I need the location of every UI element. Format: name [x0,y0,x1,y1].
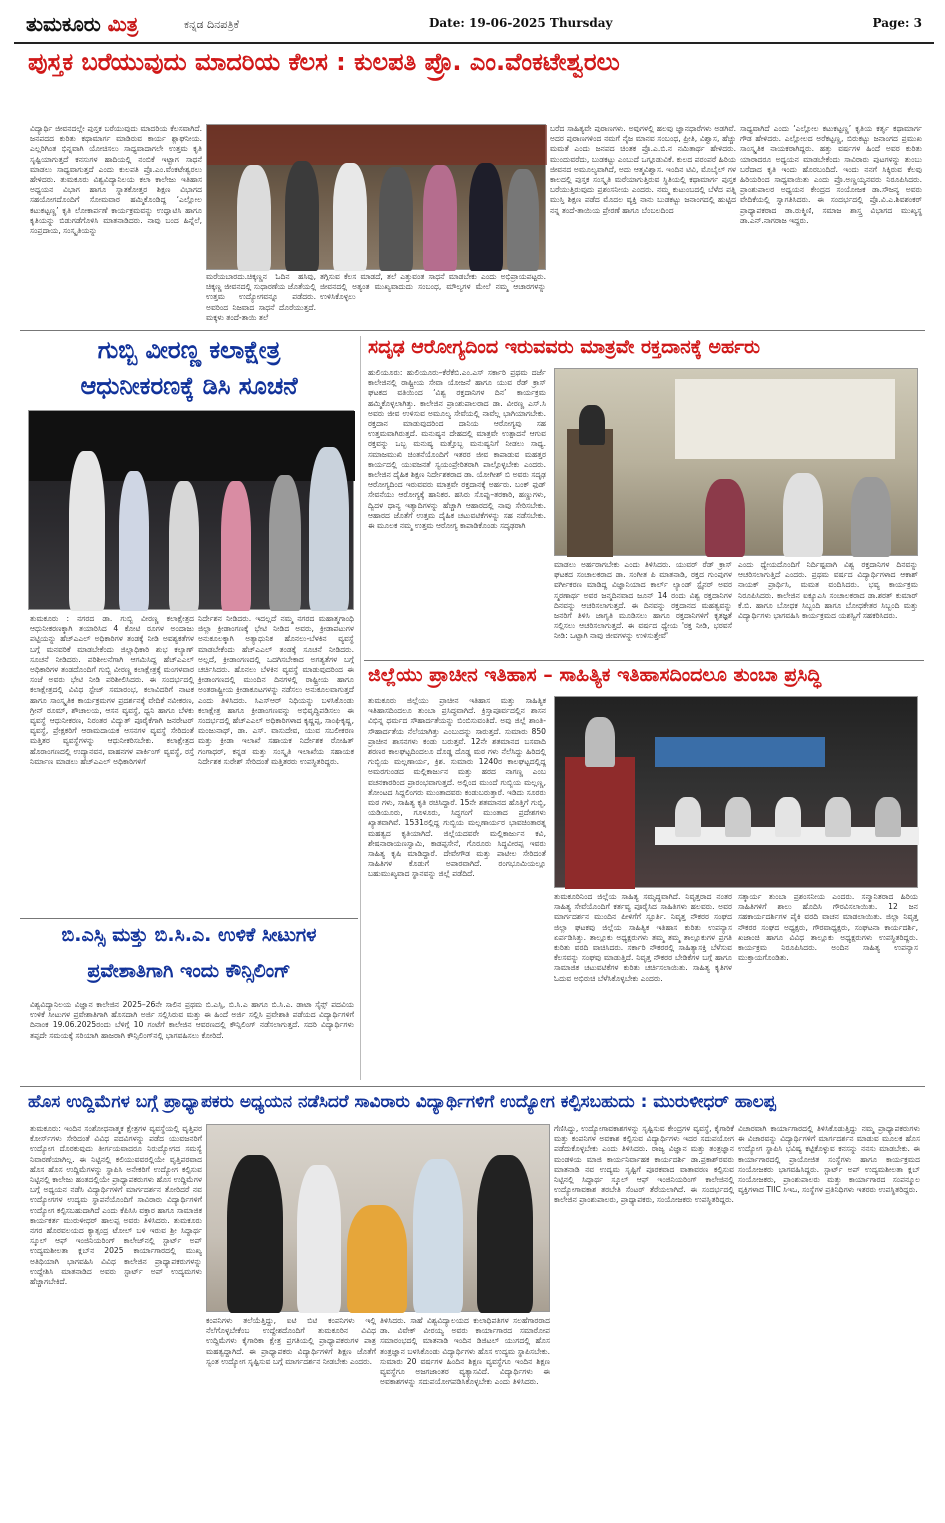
story5-headline-line1: ಬಿ.ಎಸ್ಸಿ ಮತ್ತು ಬಿ.ಸಿ.ಎ. ಉಳಿಕೆ ಸೀಟುಗಳ [61,924,317,946]
story6-column-3: ತಿಳಿಸಿದರು. ಸಾಹೆ ವಿಶ್ವವಿದ್ಯಾಲಯದ ಕುಲಾಧಿಪತಿಗಳ ಸಲಹೆಗಾರರಾದ ಡಾ. ವಿವೇಕ್ ವೀರಯ್ಯ ಅವರು ಕಾರ್ಯಾಗಾರದ ಸಮಾರೋಪ ಸಮಾರಂಭದಲ್ಲಿ ಮಾತನಾಡಿ ಇಂದಿನ ಡಿಜಿಟಲ್ ಯುಗದಲ್ಲಿ ಹೊಸ ತಂತ್ರಜ್ಞಾನ ಬಳಸಿಕೊಂಡು ವಿದ್ಯಾರ್ಥಿಗಳು ಹೊಸ ಉದ್ಯಮ ಸ್ಥಾಪಿಸಬೇಕು. ಸುಮಾರು 20 ವರ್ಷಗಳ ಹಿಂದಿನ ಶಿಕ್ಷಣ ವ್ಯವಸ್ಥೆಗೂ ಇಂದಿನ ಶಿಕ್ಷಣ ವ್ಯವಸ್ಥೆಗೂ ಅಜಗಜಾಂತರ ವ್ಯತ್ಯಾಸವಿದೆ. ವಿದ್ಯಾರ್ಥಿಗಳು ಈ ಅವಕಾಶಗಳನ್ನು ಸದುಪಯೋಗಪಡಿಸಿಕೊಳ್ಳಬೇಕು ಎಂದು ತಿಳಿಸಿದರು. [380,1316,550,1387]
story2-column-1: ತುಮಕೂರು : ನಗರದ ಡಾ. ಗುಬ್ಬಿ ವೀರಣ್ಣ ಕಲಾಕ್ಷೇತ್ರದ ಆಧುನೀಕರಣಕ್ಕಾಗಿ ತಯಾರಿಸಿದ 4 ಕೋಟಿ ರೂಗಳ ಅಂದಾಜು ಪಟ್ಟಿಯನ್ನು ಹೆಚ್‌ಎಎಲ್ ಅಧಿಕಾರಿಗಳ ತಂಡಕ್ಕೆ ನೀಡಿ ಅವಶ್ಯಕತೆಗಳ ಬಗ್ಗೆ ಮನವರಿಕೆ ಮಾಡಬೇಕೆಂದು ಜಿಲ್ಲಾಧಿಕಾರಿ ಶುಭ ಕಲ್ಯಾಣ್ ಸೂಚನೆ ನೀಡಿದರು. ಪರಿಶೀಲನೆಗಾಗಿ ಆಗಮಿಸಿದ್ದ ಹೆಚ್‌ಎಎಲ್ ಅಧಿಕಾರಿಗಳ ತಂಡದೊಂದಿಗೆ ಗುಬ್ಬಿ ವೀರಣ್ಣ ಕಲಾಕ್ಷೇತ್ರಕ್ಕೆ ಮಂಗಳವಾರ ಸಂಜೆ ಅವರು ಭೇಟಿ ನೀಡಿ ಪರಿಶೀಲಿಸಿದರು. ಈ ಸಂದರ್ಭದಲ್ಲಿ ಕಲಾಕ್ಷೇತ್ರದಲ್ಲಿ ವಿವಿಧ ಸ್ಟೇಜ್ ಸಮಾರಂಭ, ಕಲಾವಿದರಿಗೆ ನಾಟಕ ಹಾಗೂ ಸಾಂಸ್ಕೃತಿಕ ಕಾರ್ಯಕ್ರಮಗಳ ಪ್ರದರ್ಶನಕ್ಕೆ ವೇದಿಕೆ ನವೀಕರಣ, ಗ್ರೀನ್ ರೂಮ್, ಶೌಚಾಲಯ, ಆಸನ ವ್ಯವಸ್ಥೆ, ಧ್ವನಿ ಹಾಗೂ ಬೆಳಕು ವ್ಯವಸ್ಥೆ ಆಧುನೀಕರಣ, ನಿರಂತರ ವಿದ್ಯುತ್ ಪೂರೈಕೆಗಾಗಿ ಜನರೇಟರ್ ವ್ಯವಸ್ಥೆ, ಪ್ರೇಕ್ಷಕರಿಗೆ ಆರಾಮದಾಯಕ ಆಸನಗಳ ವ್ಯವಸ್ಥೆ ಸೇರಿದಂತೆ ಮತ್ತಿತರ ವ್ಯವಸ್ಥೆಗಳನ್ನು ಆಧುನೀಕರಿಸಬೇಕು. ಕಲಾಕ್ಷೇತ್ರದ ಹೊರಾಂಗಣದಲ್ಲಿ ಉದ್ಯಾನವನ, ವಾಹನಗಳ ಪಾರ್ಕಿಂಗ್ ವ್ಯವಸ್ಥೆ, ರಸ್ತೆ ನಿರ್ಮಾಣ ಮಾಡಲು ಹೆಚ್‌ಎಎಲ್ ಅಧಿಕಾರಿಗಳಿಗೆ [30,614,194,766]
story3-headline: ಸದೃಢ ಆರೋಗ್ಯದಿಂದ ಇರುವವರು ಮಾತ್ರವೇ ರಕ್ತದಾನಕ್ಕೆ ಅರ್ಹರು [368,336,761,358]
story6-column-1: ತುಮಕೂರು: ಇಂದಿನ ಸಂಶೋಧನಾತ್ಮಕ ಕ್ಷೇತ್ರಗಳ ವ್ಯವಸ್ಥೆಯಲ್ಲಿ ವೃತ್ತಿಪರ ಕೋರ್ಸ್‌ಗಳು ಸೇರಿದಂತೆ ವಿವಿಧ ಪದವಿಗಳನ್ನು ಪಡೆದ ಯುವಜನರಿಗೆ ಉದ್ಯೋಗ ದೊರಕುವುದು ತೀರ್ಗಯವಾದರೂ ನಿರುದ್ಯೋಗದ ಸಮಸ್ಯೆ ನಿವಾರಣೆಯಾಗಿಲ್ಲ. ಈ ನಿಟ್ಟಿನಲ್ಲಿ ಕಲಿಯುವವರಲ್ಲಿಯೇ ವೃತ್ತಿಪರವಾದ ಹೊಸ ಹೊಸ ಉದ್ದಿಮೆಗಳನ್ನು ಸ್ಥಾಪಿಸಿ ಅನೇಕರಿಗೆ ಉದ್ಯೋಗ ಕಲ್ಪಿಸುವ ನಿಟ್ಟಿನಲ್ಲಿ ಕಾಲೇಜು ಹಂತದಲ್ಲಿಯೇ ಪ್ರಾಧ್ಯಾಪಕರುಗಳು ಹೊಸ ಉದ್ದಿಮೆಗಳ ಬಗ್ಗೆ ಅಧ್ಯಯನ ನಡೆಸಿ ವಿದ್ಯಾರ್ಥಿಗಳಿಗೆ ಮಾರ್ಗದರ್ಶನ ತೋರಿದರೆ ನವ ಉದ್ಯೋಗಗಳ ಉದ್ಯಮ ಸ್ಥಾಪನೆಯೊಂದಿಗೆ ಸಾವಿರಾರು ವಿದ್ಯಾರ್ಥಿಗಳಿಗೆ ಉದ್ಯೋಗ ಕಲ್ಪಿಸಬಹುದಾಗಿದೆ ಎಂದು ಕೆಪಿಸಿಸಿ ವಕ್ತಾರ ಹಾಗೂ ಸಾಮಾಜಿಕ ಕಾರ್ಯಕರ್ತ ಮುರುಳೀಧರ್ ಹಾಲಪ್ಪ ಅವರು ತಿಳಿಸಿದರು. ತುಮಕೂರು ನಗರ ಹೊರವಲಯದ ಕ್ಯಾತ್ಸಂದ್ರ ಟೋಲ್ ಬಳಿ ಇರುವ ಶ್ರೀ ಸಿದ್ಧಾರ್ಥ ಸ್ಕೂಲ್ ಆಫ್ ಇಂಜಿನಿಯರಿಂಗ್ ಕಾಲೇಜ್‌ನಲ್ಲಿ ಸ್ಟಾರ್ಟ್ ಅಪ್ ಉದ್ಯಮಶೀಲತಾ ಕ್ಲಬ್‌ನ 2025 ಕಾರ್ಯಾಗಾರದಲ್ಲಿ ಮುಖ್ಯ ಅತಿಥಿಯಾಗಿ ಭಾಗವಹಿಸಿ ವಿವಿಧ ಕಾಲೇಜಿನ ಪ್ರಾಧ್ಯಾಪಕರುಗಳನ್ನು ಉದ್ದೇಶಿಸಿ ಮಾತನಾಡಿದ ಅವರು ಸ್ಟಾರ್ಟ್ ಅಪ್ ಉದ್ಯಮಗಳು ಹೆಚ್ಚಾಗಬೇಕಿದೆ. [30,1124,202,1287]
story4-column-3: ಸತ್ಕಾರ್ಯ ತುಂಬಾ ಪ್ರಶಂಸನೀಯ ಎಂದರು. ಸನ್ಮಾನಿತರಾದ ಹಿರಿಯ ಸಾಹಿತಿಗಳಿಗೆ ಶಾಲು ಹೊದಿಸಿ ಗೌರವಿಸಲಾಯಿತು. 12 ಜನ ಸಹಕಾರ್ಯದರ್ಶಿಗಳ ಪೈಕಿ ವರದಿ ವಾಚನ ಮಾಡಲಾಯಿತು. ಜಿಲ್ಲಾ ನಿವೃತ್ತ ನೌಕರರ ಸಂಘದ ಅಧ್ಯಕ್ಷರು, ಗೌರವಾಧ್ಯಕ್ಷರು, ಸಂಘಟನಾ ಕಾರ್ಯದರ್ಶಿ, ಖಜಾಂಚಿ ಹಾಗೂ ವಿವಿಧ ತಾಲ್ಲೂಕು ಅಧ್ಯಕ್ಷರುಗಳು ಉಪಸ್ಥಿತರಿದ್ದರು. ಕಾರ್ಯಕ್ರಮ ನಿರೂಪಿಸಿದರು. ಅಂದಿನ ಸಾಹಿತ್ಯ ಉಪನ್ಯಾಸ ಮುಕ್ತಾಯಗೊಂಡಿತು. [738,892,918,963]
story3-column-2: ಮಾಡಲು ಅರ್ಹರಾಗಬೇಕು ಎಂದು ತಿಳಿಸಿದರು. ಯುವರ್ ರೆಡ್ ಕ್ರಾಸ್ ಘಟಕದ ಸಂಚಾಲಕರಾದ ಡಾ. ಸಂಗೀತ ಪಿ ಮಾತನಾಡಿ, ರಕ್ತದ ಗುಂಪುಗಳ ವರ್ಗೀಕರಣ ಮಾಡಿದ್ದ ವಿಜ್ಞಾನಿಯಾದ ಕಾರ್ಲ್ ಲ್ಯಾಂಡ್ ಸ್ಟೈನರ್ ಅವರ ಸ್ಮರಣಾರ್ಥ ಅವರ ಜನ್ಮದಿನವಾದ ಜೂನ್ 14 ರಂದು ವಿಶ್ವ ರಕ್ತದಾನಿಗಳ ದಿನವನ್ನು ಆಚರಿಸಲಾಗುತ್ತದೆ. ಈ ದಿನವನ್ನು ರಕ್ತದಾನದ ಮಹತ್ವವನ್ನು ಜನರಿಗೆ ತಿಳಿಸಿ ಜಾಗೃತಿ ಮೂಡಿಸಲು ಹಾಗೂ ರಕ್ತದಾನಿಗಳಿಗೆ ಕೃತಜ್ಞತೆ ಸಲ್ಲಿಸಲು ಆಚರಿಸಲಾಗುತ್ತದೆ. ಈ ವರ್ಷದ ಧ್ಯೇಯ 'ರಕ್ತ ನೀಡಿ, ಭರವಸೆ ನೀಡಿ: ಒಟ್ಟಾಗಿ ನಾವು ಜೀವಗಳನ್ನು ಉಳಿಸುತ್ತೇವೆ' [554,560,732,641]
story2-column-2: ನಿರ್ದೇಶನ ನೀಡಿದರು. ಇದಲ್ಲದೆ ನಮ್ಮ ನಗರದ ಮಹಾತ್ಮಗಾಂಧಿ ಜಿಲ್ಲಾ ಕ್ರೀಡಾಂಗಣಕ್ಕೆ ಭೇಟಿ ನೀಡಿದ ಅವರು, ಕ್ರೀಡಾಪಟುಗಳ ಅನುಕೂಲಕ್ಕಾಗಿ ಅತ್ಯಾಧುನಿಕ ಹೊನಲು-ಬೆಳಕಿನ ವ್ಯವಸ್ಥೆ ಮಾಡಬೇಕೆಂದು ಹೆಚ್‌ಎಎಲ್ ತಂಡಕ್ಕೆ ಸೂಚನೆ ನೀಡಿದರು. ಅಲ್ಲದೆ, ಕ್ರೀಡಾಂಗಣದಲ್ಲಿ ಒದಗಿಸಬೇಕಾದ ಅಗತ್ಯತೆಗಳ ಬಗ್ಗೆ ಚರ್ಚಿಸಿದರು. ಹೊನಲು ಬೆಳಕಿನ ವ್ಯವಸ್ಥೆ ಮಾಡುವುದರಿಂದ ಈ ಕ್ರೀಡಾಂಗಣದಲ್ಲಿ ಮುಂದಿನ ದಿನಗಳಲ್ಲಿ ರಾಷ್ಟ್ರೀಯ ಹಾಗೂ ಅಂತರಾಷ್ಟ್ರೀಯ ಕ್ರೀಡಾಕೂಟಗಳನ್ನು ನಡೆಸಲು ಅನುಕೂಲವಾಗುತ್ತದೆ ಎಂದು ತಿಳಿಸಿದರು. ಸಿಎಸ್‌ಆರ್ ನಿಧಿಯನ್ನು ಬಳಸಿಕೊಂಡು ಕಲಾಕ್ಷೇತ್ರ ಹಾಗೂ ಕ್ರೀಡಾಂಗಣವನ್ನು ಅಭಿವೃದ್ಧಿಪಡಿಸಲು ಈ ಸಂದರ್ಭದಲ್ಲಿ ಹೆಚ್‌ಎಎಲ್ ಅಧಿಕಾರಿಗಳಾದ ಕೃಷ್ಣಪ್ಪ, ಸಾಂಘಿಕೃಷ್ಣ, ಮಂಜುನಾಥ್, ಡಾ. ಎಸ್. ವಾಸುದೇವ, ಯುವ ಸಬಲೀಕರಣ ಮತ್ತು ಕ್ರೀಡಾ ಇಲಾಖೆ ಸಹಾಯಕ ನಿರ್ದೇಶಕ ರೋಹಿತ್ ಗಂಗಾಧರ್, ಕನ್ನಡ ಮತ್ತು ಸಂಸ್ಕೃತಿ ಇಲಾಖೆಯ ಸಹಾಯಕ ನಿರ್ದೇಶಕ ಸುರೇಶ್ ಸೇರಿದಂತೆ ಮತ್ತಿತರರು ಉಪಸ್ಥಿತರಿದ್ದರು. [198,614,354,766]
story1-column-5: ಸಾಧ್ಯವಾಗಿದೆ ಎಂದು ‘ಎಲ್ಲೋಲ ಕಟುಕಟ್ಟಣ್ಣ’ ಕೃತಿಯ ಕರ್ತೃ ಕಥಾಮಾರ್ಗ ಗೌಡ ಹೇಳಿದರು. ಎಲ್ಲೋಲದ ಅರೆಕಟ್ಟಣ್ಣ, ಬಿರುಕಟ್ಟು ಜನಾಂಗದ ಪ್ರಮುಖ ಸಾಂಸ್ಕೃತಿಕ ನಾಯಕರಾಗಿದ್ದರು. ಹತ್ತು ವರ್ಷಗಳ ಹಿಂದೆ ಅವರ ಕುರಿತು ಯಾರಾದರೂ ಅಧ್ಯಯನ ಮಾಡಬೇಕೆಂದು ಸಾವಿರಾರು ಪುಟಗಳನ್ನು ತುಂಬು ಬರೆದಾದ ಕೃತಿ ಇಂದು ಹೊರಬಂದಿದೆ. ಇಂದು ನನಗೆ ಸಿಕ್ಕಿರುವ ಕೆಲವು ಹಿರಿಯರಿಂದ ಸಾಧ್ಯವಾಯಿತು ಎಂದು ಪ್ರೊ.ಅಣ್ಣಯ್ಯನವರು ನಿರೂಪಿಸಿದರು. ಪ್ರಾಂಶುಪಾಲರ ಅಧ್ಯಯನ ಕೇಂದ್ರದ ಸಂಯೋಜಕ ಡಾ.ಸೌಜನ್ಯ ಅವರು ವೇದಿಕೆಯಲ್ಲಿ ಸ್ವಾಗತಿಸಿದರು. ಈ ಸಂದರ್ಭದಲ್ಲಿ ಪ್ರೊ.ವಿ.ಎ.ಶಿವಶಂಕರ್ ಪ್ರಾಧ್ಯಾಪಕರಾದ ಡಾ.ರುಕ್ಮಿಣಿ, ಸಮಾಜ ಶಾಸ್ತ್ರ ವಿಭಾಗದ ಮುಖ್ಯಸ್ಥ ಡಾ.ಎನ್.ನಾಗರಾಜ ಇದ್ದರು. [740,124,922,225]
section-divider [20,1086,925,1087]
story1-column-3: ತಗ್ಗಿಸುವ ಕೆಲಸ ಮಾಡದೆ, ತಲೆ ಎತ್ತುವಂತ ಸಾಧನೆ ಮಾಡಬೇಕು ಎಂದು ಅಭಿಪ್ರಾಯಪಟ್ಟರು. ಜೀವನದಲ್ಲಿ ಅತ್ಯಂತ ಮುಖ್ಯವಾದುದು ಸಂಬಂಧ, ಮೌಲ್ಯಗಳ ಮೇಲೆ ನಮ್ಮ ಆಚಾರಗಳನ್ನು ಉಳಿಸಿಕೊಳ್ಳಲು [320,272,546,302]
issue-date: Date: 19-06-2025 Thursday [429,16,613,30]
entrepreneurship-workshop-photo [206,1124,550,1312]
story6-column-4: ಗೆಣಿಸಿದ್ದು, ಉದ್ಯೋಗಾವಕಾಶಗಳನ್ನು ಸೃಷ್ಟಿಸುವ ಕೇಂದ್ರಗಳ ವ್ಯವಸ್ಥೆ, ಕೈಗಾರಿಕೆ ಮತ್ತು ಕಂಪನಿಗಳ ಅವಕಾಶ ಕಲ್ಪಿಸುವ ವಿದ್ಯಾರ್ಥಿಗಳು ಇದರ ಸದುಪಯೋಗ ಪಡೆದುಕೊಳ್ಳಬೇಕು ಎಂದು ತಿಳಿಸಿದರು. ರಾಜ್ಯ ವಿಜ್ಞಾನ ಮತ್ತು ತಂತ್ರಜ್ಞಾನ ಮಂಡಳಿಯ ಮಾಜಿ ಕಾರ್ಯನಿರ್ವಾಹಕ ಕಾರ್ಯದರ್ಶಿ ಡಾ.ಪ್ರಕಾಶ್‌ರವರು ಮಾತನಾಡಿ ನವ ಉದ್ಯಮ ಸೃಷ್ಟಿಗೆ ಪೂರಕವಾದ ವಾತಾವರಣ ಕಲ್ಪಿಸುವ ನಿಟ್ಟಿನಲ್ಲಿ ಸಿದ್ಧಾರ್ಥ ಸ್ಕೂಲ್ ಆಫ್ ಇಂಜಿನಿಯರಿಂಗ್ ಕಾಲೇಜಿನಲ್ಲಿ ಉದ್ಯೋಗಾವಕಾಶ ತರಬೇತಿ ಸೆಂಟರ್ ತೆರೆಯಲಾಗಿದೆ. ಈ ಸಂದರ್ಭದಲ್ಲಿ ಕಾಲೇಜಿನ ಪ್ರಾಂಶುಪಾಲರು, ಪ್ರಾಧ್ಯಾಪಕರು, ಸಂಯೋಜಕರು ಉಪಸ್ಥಿತರಿದ್ದರು. [554,1124,734,1205]
logo-tagline: ಕನ್ನಡ ದಿನಪತ್ರಿಕೆ [184,18,240,31]
story4-column-2: ತುಮಕೂರಿನಿಂದ ಜಿಲ್ಲೆಯ ಸಾಹಿತ್ಯ ಸಮೃದ್ಧವಾಗಿದೆ. ನಿವೃತ್ತರಾದ ನಂತರ ಸಾಹಿತ್ಯ ಸೇವೆಯೊಂದಿಗೆ ಕರ್ತವ್ಯ ಪೂರೈಸಿದ ಸಾಹಿತಿಗಳು ಹಲವರು. ಅವರ ಮಾರ್ಗದರ್ಶನ ಮುಂದಿನ ಪೀಳಿಗೆಗೆ ಸ್ಫೂರ್ತಿ. ನಿವೃತ್ತ ನೌಕರರ ಸಂಘದ ಜಿಲ್ಲಾ ಘಟಕವು ಜಿಲ್ಲೆಯ ಸಾಹಿತ್ಯಿಕ ಇತಿಹಾಸ ಕುರಿತು ಉಪನ್ಯಾಸ ಏರ್ಪಡಿಸಿತ್ತು. ತಾಲ್ಲೂಕು ಅಧ್ಯಕ್ಷರುಗಳು ತಮ್ಮ ತಮ್ಮ ತಾಲ್ಲೂಕುಗಳ ಪ್ರಗತಿ ಕುರಿತು ವರದಿ ವಾಚಿಸಿದರು. ಸರ್ಕಾರಿ ನೌಕರರಲ್ಲಿ ಸಾಹಿತ್ಯಾಸಕ್ತಿ ಬೆಳೆಸುವ ಕೆಲಸವನ್ನು ಸಂಘವು ಮಾಡುತ್ತಿದೆ. ನಿವೃತ್ತ ನೌಕರರ ಬೇಡಿಕೆಗಳ ಬಗ್ಗೆ ಹಾಗೂ ಸಾಮಾಜಿಕ ಚಟುವಟಿಕೆಗಳ ಕುರಿತು ಚರ್ಚಿಸಲಾಯಿತು. ಸಾಹಿತ್ಯ ಕೃತಿಗಳ ಓದುವ ಅಭಿರುಚಿ ಬೆಳೆಸಿಕೊಳ್ಳಬೇಕು ಎಂದರು. [554,892,732,983]
section-divider [20,918,358,919]
story3-column-3: ಎಂದು ಧ್ಯೇಯದೊಂದಿಗೆ ನಿರ್ದಿಷ್ಟವಾಗಿ ವಿಶ್ವ ರಕ್ತದಾನಿಗಳ ದಿನವನ್ನು ಆಚರಿಸಲಾಗುತ್ತಿದೆ ಎಂದರು. ಪ್ರಥಮ ವರ್ಷದ ವಿದ್ಯಾರ್ಥಿಗಳಾದ ಆಕಾಶ್ ನಾಯಕ್ ಪ್ರಾರ್ಥಿಸಿ, ಮಮತ ವಂದಿಸಿದರು. ಭವ್ಯ ಕಾರ್ಯಕ್ರಮ ನಿರೂಪಿಸಿದರು. ಕಾಲೇಜಿನ ಐಕ್ಯೂಎಸಿ ಸಂಚಾಲಕರಾದ ಡಾ.ಶರತ್ ಕುಮಾರ್ ಕೆ.ಬಿ. ಹಾಗೂ ಬೋಧಕ ಸಿಬ್ಬಂದಿ ಹಾಗೂ ಬೋಧಕೇತರ ಸಿಬ್ಬಂದಿ ಮತ್ತು ವಿದ್ಯಾರ್ಥಿಗಳು ಭಾಗವಹಿಸಿ ಕಾರ್ಯಕ್ರಮದ ಯಶಸ್ವಿಗೆ ಸಹಕರಿಸಿದರು. [738,560,918,621]
story1-column-2: ಮರೆಯಬಾರದು.ಚಿಕ್ಕಣ್ಣನ ಓದಿನ ಹಸಿವು, ಚಿಕ್ಕಣ್ಣ ಜೀವನದಲ್ಲಿ ಸುಧಾರಣೆಯ ಜೊತೆಯಲ್ಲಿ ಉತ್ತಮ ಉದ್ಯೋಗವನ್ನೂ ಪಡೆದರು. ಅವರಿಂದ ನಿಜವಾದ ಸಾಧನೆ ದೊರೆಯುತ್ತದೆ. ಮಕ್ಕಳು ತಂದೆ-ತಾಯಿ ತಲೆ [206,272,316,322]
story4-column-1: ತುಮಕೂರು ಜಿಲ್ಲೆಯು ಪ್ರಾಚೀನ ಇತಿಹಾಸ ಮತ್ತು ಸಾಹಿತ್ಯಿಕ ಇತಿಹಾಸದಿಂದಲೂ ತುಂಬಾ ಪ್ರಸಿದ್ಧವಾಗಿದೆ. ಕ್ರಿಸ್ತಾಪೂರ್ವದಲ್ಲಿನ ಶಾಸನ ವಿಭಿನ್ನ ಧರ್ಮದ ಸೌಹಾರ್ದತೆಯನ್ನು ಬಿಂಬಿಸುವಂತಿದೆ. ಅವು ಜಿಲ್ಲೆ ಶಾಂತಿ-ಸೌಹಾರ್ದತೆಯ ನೆಲೆಯಾಗಿತ್ತು ಎಂಬುದನ್ನು ಸಾರುತ್ತದೆ. ಸುಮಾರು 850 ಪ್ರಾಚೀನ ಶಾಸನಗಳು ಕಂಡು ಬರುತ್ತವೆ. 12ನೇ ಶತಮಾನದ ಬಸವಾದಿ ಶರಣರ ಕಾಲಘಟ್ಟದಿಂದಲೂ ದೊಡ್ಡ ದೊಡ್ಡ ಮಠ ಗಳು ನೆಲೆಸಿದ್ದು ಹಿರಿದಲ್ಲಿ ಗುಬ್ಬಿಯ ಮಲ್ಲಣಾರ್ಯ, ಕ್ರಿಶ. ಸುಮಾರು 1240ರ ಕಾಲಘಟ್ಟದಲ್ಲಿದ್ದ ಅಮರಗುಂಡದ ಮಲ್ಲಿಕಾರ್ಜುನ ಮತ್ತು ಹರದ ನಾಗಣ್ಣ ಎಂಬ ವಚನಕಾರರಿಂದ ಪ್ರಾರಂಭವಾಗುತ್ತದೆ. ಅಲ್ಲಿಂದ ಮುಂದೆ ಗುಬ್ಬಿಯ ಮಲ್ಲಣ್ಣ, ತೋಂಟದ ಸಿದ್ದಲಿಂಗರು ಮುಂತಾದವರು ಕಂಡುಬರುತ್ತಾರೆ. ಇಡಿದು ಸೂರರು ಮಠ ಗಳು, ಸಾಹಿತ್ಯ ಕೃತಿ ರಚಿಸಿದ್ದಾರೆ. 15ನೇ ಶತಮಾನದ ಹೊತ್ತಿಗೆ ಗುಬ್ಬಿ, ಯಡಿಯೂರು, ಗೂಳೂರು, ಸಿದ್ಧಗಂಗೆ ಮುಂತಾದ ಪ್ರದೇಶಗಳು ಖ್ಯಾತವಾಗಿವೆ. 1531ರಲ್ಲಿದ್ದ ಗುಬ್ಬಿಯ ಮಲ್ಲಣಾರ್ಯರ ಭಾವಚಿಂತಾರತ್ನ ಮಹತ್ವದ ಕೃತಿಯಾಗಿದೆ. ಜಿಲ್ಲೆಯದವರೇ ಮಲ್ಲಿಕಾರ್ಜುನ ಕವಿ, ಶೇಷನಾರಾಯಣಸ್ವಾಮಿ, ಕಾಡಪ್ಪಸೇನೆ, ಗೊರೂರು ಸಿದ್ಧವೀರಪ್ಪ ಇವರು ಸಾಹಿತ್ಯ ಕೃಷಿ ಮಾಡಿದ್ದಾರೆ. ದೇವೇಗೌಡ ಮತ್ತು ಪಾಟೀಲ ಸೇರಿದಂತೆ ಸಾಹಿತಿಗಳ ಕೊಡುಗೆ ಅಪಾರವಾಗಿದೆ. ರಂಗಭೂಮಿಯಲ್ಲೂ ಬಹುಮುಖ್ಯವಾದ ಸ್ಥಾನವನ್ನು ಜಿಲ್ಲೆ ಪಡೆದಿದೆ. [368,696,546,879]
story2-headline-line1: ಗುಬ್ಬಿ ವೀರಣ್ಣ ಕಲಾಕ್ಷೇತ್ರ [97,336,281,364]
story1-headline: ಪುಸ್ತಕ ಬರೆಯುವುದು ಮಾದರಿಯ ಕೆಲಸ : ಕುಲಪತಿ ಪ್ರೊ. ಎಂ.ವೆಂಕಟೇಶ್ವರಲು [28,48,620,76]
masthead [14,6,934,44]
story4-headline: ಜಿಲ್ಲೆಯು ಪ್ರಾಚೀನ ಇತಿಹಾಸ – ಸಾಹಿತ್ಯಿಕ ಇತಿಹಾಸದಿಂದಲೂ ತುಂಬಾ ಪ್ರಸಿದ್ಧಿ [368,664,822,686]
story3-column-1: ಹುಲಿಯೂರು: ಹುಲಿಯೂರು–ಕೆರೆಕೆಬಿ.ಎಂ.ಎಸ್ ಸರ್ಕಾರಿ ಪ್ರಥಮ ದರ್ಜೆ ಕಾಲೇಜಿನಲ್ಲಿ ರಾಷ್ಟ್ರೀಯ ಸೇವಾ ಯೋಜನೆ ಹಾಗೂ ಯುವ ರೆಡ್ ಕ್ರಾಸ್ ಘಟಕದ ವತಿಯಿಂದ ‘ವಿಶ್ವ ರಕ್ತದಾನಿಗಳ ದಿನ’ ಕಾರ್ಯಕ್ರಮ ಹಮ್ಮಿಕೊಳ್ಳಲಾಗಿತ್ತು. ಕಾಲೇಜಿನ ಪ್ರಾಂಶುಪಾಲರಾದ ಡಾ. ವೀರಣ್ಣ ಎಸ್.ಸಿ ಅವರು ಜೀವ ಉಳಿಸುವ ಅಮೂಲ್ಯ ಸೇವೆಯಲ್ಲಿ ನಾವೆಲ್ಲ ಭಾಗಿಯಾಗಬೇಕು. ರಕ್ತದಾನ ಮಾಡುವುದರಿಂದ ದಾನಿಯ ಆರೋಗ್ಯವು ಸಹ ಉತ್ತಮವಾಗಿರುತ್ತದೆ. ಮನುಷ್ಯನ ದೇಹದಲ್ಲಿ ಮಾತ್ರವೇ ಉತ್ಪಾದನೆ ಆಗುವ ರಕ್ತವನ್ನು ಒಬ್ಬ ಮನುಷ್ಯ ಮತ್ತೊಬ್ಬ ಮನುಷ್ಯನಿಗೆ ನೀಡಲು ಸಾಧ್ಯ. ಸಮಾಜಮುಖಿ ಚಿಂತನೆಯೊಂದಿಗೆ ಇತರರ ಜೀವ ಕಾಪಾಡುವ ಮಹತ್ತರ ಕಾರ್ಯದಲ್ಲಿ ಯುವಜನತೆ ಸ್ವಯಂಪ್ರೇರಿತರಾಗಿ ಪಾಲ್ಗೊಳ್ಳಬೇಕು ಎಂದರು. ಕಾಲೇಜಿನ ದೈಹಿಕ ಶಿಕ್ಷಣ ನಿರ್ದೇಶಕರಾದ ಡಾ. ಯೋಗೀಶ್ ಬಿ ಅವರು ಸದೃಢ ಆರೋಗ್ಯದಿಂದ ಇರುವವರು ಮಾತ್ರವೇ ರಕ್ತದಾನಕ್ಕೆ ಅರ್ಹರು. ಬಂಕ್ ಫುಡ್ ಸೇವನೆಯು ಆರೋಗ್ಯಕ್ಕೆ ಹಾನಿಕರ. ಹಸಿರು ಸೊಪ್ಪು–ತರಕಾರಿ, ಹಣ್ಣುಗಳು, ದ್ವಿದಳ ಧಾನ್ಯ ಇತ್ಯಾದಿಗಳನ್ನು ಹೆಚ್ಚಾಗಿ ಆಹಾರದಲ್ಲಿ ನಾವು ಸೇರಿಸಬೇಕು. ಆಹಾರದ ಜೊತೆಗೆ ಉತ್ತಮ ದೈಹಿಕ ಚಟುವಟಿಕೆಗಳನ್ನು ಸಹ ನಡೆಸಬೇಕು. ಈ ಮೂಲಕ ನಮ್ಮ ಉತ್ತಮ ಆರೋಗ್ಯ ಕಾಪಾಡಿಕೊಂಡು ಸದೃಢರಾಗಿ [368,368,546,531]
column-divider [360,336,361,1080]
book-release-photo [206,124,546,270]
story1-column-1: ವಿದ್ಯಾರ್ಥಿ ಜೀವನದಲ್ಲೇ ಪುಸ್ತಕ ಬರೆಯುವುದು ಮಾದರಿಯ ಕೆಲಸವಾಗಿದೆ. ಜನಪದದ ಕುರಿತು ಕಥಾಮಾರ್ಗ ಮಾಡಿರುವ ಕಾರ್ಯ ಶ್ಲಾಘನೀಯ. ಎಲ್ಲರಿಗಿಂತ ಭಿನ್ನವಾಗಿ ಯೋಚಿಸಲು ಸಾಧ್ಯವಾದಾಗಲೇ ಉತ್ತಮ ಕೃತಿ ಸೃಷ್ಟಿಯಾಗುತ್ತದೆ ಕನಸುಗಳ ಹಾದಿಯಲ್ಲಿ ನಂಬಿಕೆ ಇಟ್ಟಾಗ ಸಾಧನೆ ಮಾಡಲು ಸಾಧ್ಯವಾಗುತ್ತದೆ ಎಂದು ಕುಲಪತಿ ಪ್ರೊ.ಎಂ.ವೆಂಕಟೇಶ್ವರಲು ಹೇಳಿದರು. ತುಮಕೂರು ವಿಶ್ವವಿದ್ಯಾನಿಲಯ ಕಲಾ ಕಾಲೇಜು ಇತಿಹಾಸ ಅಧ್ಯಯನ ವಿಭಾಗ ಹಾಗೂ ಸ್ನಾತಕೋತ್ತರ ಶಿಕ್ಷಣ ವಿಭಾಗದ ಸಹಯೋಗದೊಂದಿಗೆ ಸೋಮವಾರ ಹಮ್ಮಿಕೊಂಡಿದ್ದ ‘ಎಲ್ಲೋಲ ಕಟುಕಟ್ಟಣ್ಣ’ ಕೃತಿ ಲೋಕಾರ್ಪಣೆ ಕಾರ್ಯಕ್ರಮವನ್ನು ಉದ್ಘಾಟಿಸಿ ಹಾಗೂ ಕೃತಿಯನ್ನು ಬಿಡುಗಡೆಗೊಳಿಸಿ ಮಾತನಾಡಿದರು. ನಾವು ಬಂದ ಹಿನ್ನೆಲೆ, ಸಂಪ್ರದಾಯ, ಸಂಸ್ಕೃತಿಯನ್ನು [30,124,202,236]
logo-name-accent: ಮಿತ್ರ [107,12,139,36]
literary-history-lecture-photo [554,696,918,888]
story1-column-4: ಬರೆದ ಸಾಹಿತ್ಯವೇ ಪುರಾಣಗಳು. ಅವುಗಳಲ್ಲಿ ಹಲವು ಜ್ಞಾನಧಾರೆಗಳು ಅಡಗಿವೆ. ಅದರ ಪುರಾಣಗಳಿಂದ ನಮಗೆ ನೈಜ ಮಾನವ ಸಂಬಂಧ, ಪ್ರೀತಿ, ವಿಶ್ವಾಸ, ಹೆಚ್ಚು ಮಮತೆ ಎಂದು ಜನಪದ ಚಿಂತಕ ಪ್ರೊ.ಎ.ಬಿ.ನ ನಮಿತಾರ್ಥ ಹೇಳಿದರು. ಮುಂದುವರೆದು, ಬುಡಕಟ್ಟು ಎಂಬುದೆ ಒಗ್ಗೂಡುವಿಕೆ. ಕುಲದ ಪರಂಪರೆ ಹಿರಿಯ ಜೀವನದ ಅಮೂಲ್ಯವಾಗಿದೆ, ಅದು ಆತ್ಮವಿಶ್ವಾಸ. ಇಂದಿನ ಟಿವಿ, ಮೊಬೈಲ್ ಗಳ ಕಾಲದಲ್ಲಿ ಪುಸ್ತಕ ಸಂಸ್ಕೃತಿ ಮರೆಯಾಗುತ್ತಿರುವ ಸ್ಥಿತಿಯಲ್ಲಿ ಕಥಾಮಾರ್ಗ ಪುಸ್ತಕ ಬರೆಯುತ್ತಿರುವುದು ಪ್ರಶಂಸನೀಯ ಎಂದರು. ನಮ್ಮ ಕುಟುಂಬದಲ್ಲಿ ಬೆಳೆದ ಪತ್ನಿ ಮುಸ್ತಿ ಶಿಕ್ಷಣ ಪಡೆದ ಮೊದಲ ವ್ಯಕ್ತಿ ನಾನು ಬುಡಕಟ್ಟು ಜನಾಂಗದಲ್ಲಿ ಹುಟ್ಟಿದ ನನ್ನ ತಂದೆ-ತಾಯಿಯ ಪ್ರೇರಣೆ ಹಾಗೂ ಬೆಂಬಲದಿಂದ [550,124,736,215]
kalakshetra-inspection-photo [28,410,354,610]
section-divider [20,330,925,331]
section-divider [364,660,924,661]
story2-headline-line2: ಆಧುನೀಕರಣಕ್ಕೆ ಡಿಸಿ ಸೂಚನೆ [80,372,298,400]
logo-name: ತುಮಕೂರು [26,12,101,36]
page-number: Page: 3 [872,16,922,30]
story6-headline: ಹೊಸ ಉದ್ದಿಮೆಗಳ ಬಗ್ಗೆ ಪ್ರಾಧ್ಯಾಪಕರು ಅಧ್ಯಯನ ನಡೆಸಿದರೆ ಸಾವಿರಾರು ವಿದ್ಯಾರ್ಥಿಗಳಿಗೆ ಉದ್ಯೋಗ ಕಲ್ಪಿಸಬಹುದು : ಮುರುಳೀಧರ್ ಹಾಲಪ್ಪ [28,1092,776,1112]
story5-headline-line2: ಪ್ರವೇಶಾತಿಗಾಗಿ ಇಂದು ಕೌನ್ಸಿಲಿಂಗ್ [87,960,291,982]
story6-column-5: ವಿಚಾರವಾಗಿ ಕಾರ್ಯಾಗಾರದಲ್ಲಿ ತಿಳಿಸಿಕೊಡುತ್ತಿದ್ದು ನಮ್ಮ ಪ್ರಾಧ್ಯಾಪಕರುಗಳು ಈ ವಿಚಾರವನ್ನು ವಿದ್ಯಾರ್ಥಿಗಳಿಗೆ ಮಾರ್ಗದರ್ಶನ ಮಾಡುವ ಮೂಲಕ ಹೊಸ ಉದ್ಯೋಗ ಸ್ಥಾಪಿಸಿ ಭವಿಷ್ಯ ಕಟ್ಟಿಕೊಳ್ಳುವ ಕನಸನ್ನು ನನಸು ಮಾಡಬೇಕು. ಈ ಕಾರ್ಯಾಗಾರದಲ್ಲಿ ಪ್ರಾಯೋಜಿತ ಸಂಸ್ಥೆಗಳು ಹಾಗೂ ಕಾರ್ಯಕ್ರಮದ ಸಂಯೋಜಕರು ಭಾಗವಹಿಸಿದ್ದರು. ಸ್ಟಾರ್ಟ್ ಅಪ್ ಉದ್ಯಮಶೀಲತಾ ಕ್ಲಬ್ ಸಂಯೋಜಕರು, ಪ್ರಾಂಶುಪಾಲರು ಮತ್ತು ಕಾರ್ಯಾಗಾರದ ಸಂಪನ್ಮೂಲ ವ್ಯಕ್ತಿಗಳಾದ TIIC ಸಿಇಒ, ಸಂಸ್ಥೆಗಳ ಪ್ರತಿನಿಧಿಗಳು ಇತರರು ಉಪಸ್ಥಿತರಿದ್ದರು. [738,1124,920,1195]
blood-donation-event-photo [554,368,918,556]
story5-body: ವಿಶ್ವವಿದ್ಯಾನಿಲಯ ವಿಜ್ಞಾನ ಕಾಲೇಜಿನ 2025–26ನೇ ಸಾಲಿನ ಪ್ರಥಮ ಬಿ.ಎಸ್ಸಿ, ಬಿ.ಸಿ.ಎ ಹಾಗೂ ಬಿ.ಸಿ.ಎ. ಡಾಟಾ ಸೈನ್ಸ್ ಪದವಿಯ ಉಳಿಕೆ ಸೀಟುಗಳ ಪ್ರವೇಶಾತಿಗಾಗಿ ಹೊಸದಾಗಿ ಅರ್ಜಿ ಸಲ್ಲಿಸಿರುವ ಮತ್ತು ಈ ಹಿಂದೆ ಅರ್ಜಿ ಸಲ್ಲಿಸಿ ಪ್ರವೇಶಾತಿ ಪಡೆಯದ ವಿದ್ಯಾರ್ಥಿಗಳಿಗೆ ದಿನಾಂಕ 19.06.2025ರಂದು ಬೆಳಿಗ್ಗೆ 10 ಗಂಟೆಗೆ ಕಾಲೇಜಿನ ಆವರಣದಲ್ಲಿ ಕೌನ್ಸಿಲಿಂಗ್ ನಡೆಸಲಾಗುತ್ತದೆ. ಸದರಿ ವಿದ್ಯಾರ್ಥಿಗಳು ತಪ್ಪದೇ ಸಮಯಕ್ಕೆ ಸರಿಯಾಗಿ ಹಾಜರಾಗಿ ಕೌನ್ಸಿಲಿಂಗ್‌ನಲ್ಲಿ ಭಾಗವಹಿಸಲು ಕೋರಿದೆ. [30,1000,354,1040]
story6-column-2: ಕಂಪನಿಗಳು ತಲೆಯೆತ್ತಿದ್ದು, ಐಟಿ ಬಿಟಿ ಕಂಪನಿಗಳು ಇಲ್ಲಿ ನೆಲೆಗೊಳ್ಳಬೇಕೆಂಬ ಉದ್ದೇಶದೊಂದಿಗೆ ತುಮಕೂರಿನ ವಿವಿಧ ಉದ್ದಿಮೆಗಳು ಕೈಗಾರಿಕಾ ಕ್ಷೇತ್ರ ಪ್ರಗತಿಯಲ್ಲಿ ಪ್ರಾಧ್ಯಾಪಕರುಗಳ ಪಾತ್ರ ಮಹತ್ವದ್ದಾಗಿದೆ. ಈ ಪ್ರಾಧ್ಯಾಪಕರು ವಿದ್ಯಾರ್ಥಿಗಳಿಗೆ ಶಿಕ್ಷಣ ಜೊತೆಗೆ ಸ್ವಂತ ಉದ್ಯೋಗ ಸೃಷ್ಟಿಸುವ ಬಗ್ಗೆ ಮಾರ್ಗದರ್ಶನ ನೀಡಬೇಕು ಎಂದರು. [206,1316,376,1366]
newspaper-logo [26,12,138,36]
